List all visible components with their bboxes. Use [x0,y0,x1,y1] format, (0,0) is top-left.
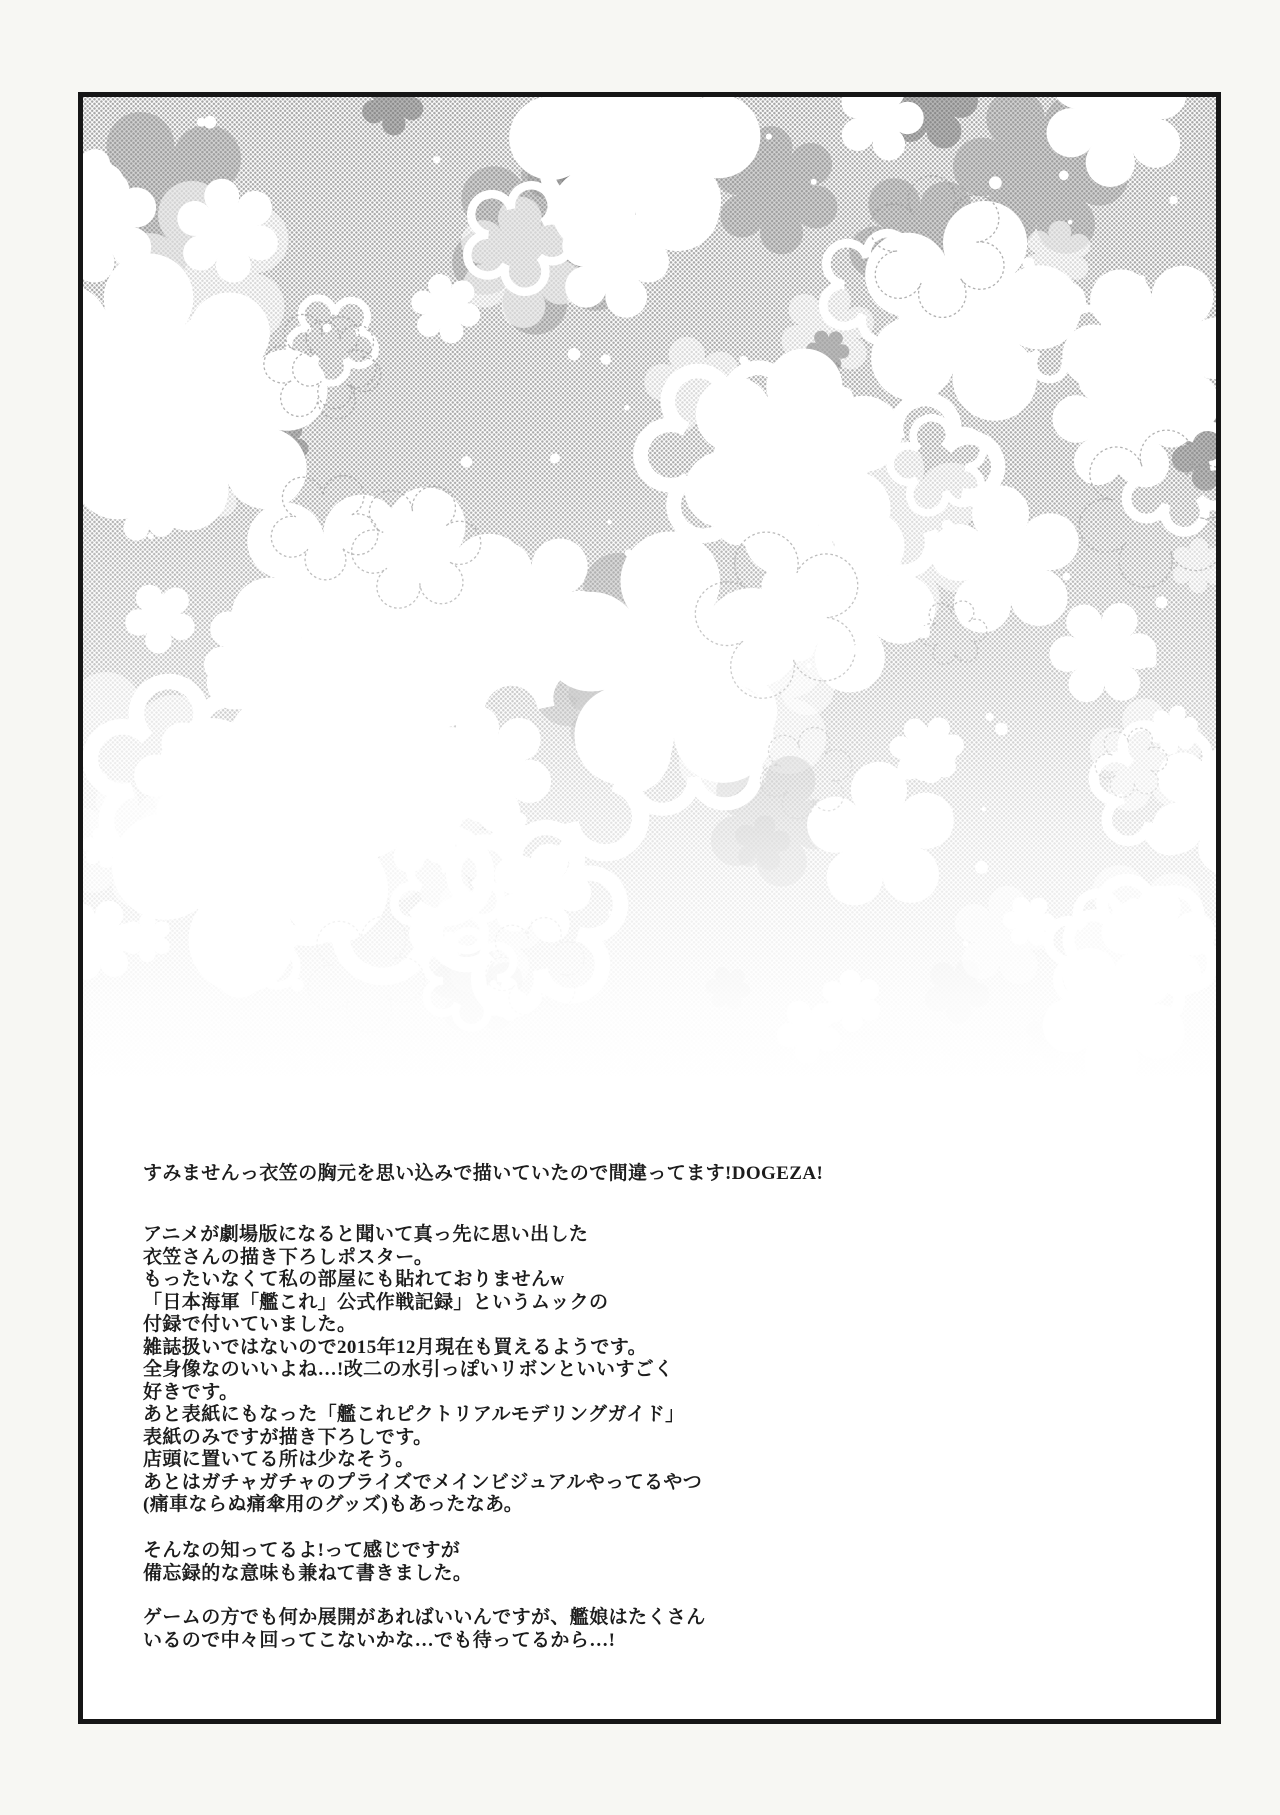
text-line: 雑誌扱いではないので2015年12月現在も買えるようです。 [143,1336,648,1358]
text-line: そんなの知ってるよ!って感じですが [143,1540,461,1561]
text-line: 備忘録的な意味も兼ねて書きました。 [143,1562,473,1584]
text-line: 表紙のみですが描き下ろしです。 [143,1426,433,1448]
text-line: すみませんっ衣笠の胸元を思い込みで描いていたので間違ってます!DOGEZA! [143,1163,824,1184]
text-line: 店頭に置いてる所は少なそう。 [143,1449,415,1470]
text-line: 好きです。 [143,1381,239,1403]
text-line: もったいなくて私の部屋にも貼れておりませんw [143,1269,565,1290]
text-line: 全身像なのいいよね…!改二の水引っぽいリボンといいすごく [143,1359,674,1380]
text-line: 衣笠さんの描き下ろしポスター。 [143,1246,434,1268]
paragraph [143,1224,702,1517]
paragraph [143,1163,823,1186]
text-line: (痛車ならぬ痛傘用のグッズ)もあったなあ。 [143,1494,524,1515]
decorative-frame [78,92,1221,1724]
text-line: いるので中々回ってこないかな…でも待ってるから…! [143,1629,616,1651]
text-line: 「日本海軍「艦これ」公式作戦記録」というムックの [143,1291,609,1313]
afterword-text [83,97,1216,1719]
paragraph [143,1540,472,1585]
text-line: アニメが劇場版になると聞いて真っ先に思い出した [143,1224,589,1245]
text-line: 付録で付いていました。 [143,1314,357,1335]
text-line: あと表紙にもなった「艦これピクトリアルモデリングガイド」 [143,1404,685,1425]
text-line: ゲームの方でも何か展開があればいいんですが、艦娘はたくさん [143,1607,706,1628]
paragraph [143,1607,706,1652]
text-line: あとはガチャガチャのプライズでメインビジュアルやってるやつ [143,1471,703,1493]
